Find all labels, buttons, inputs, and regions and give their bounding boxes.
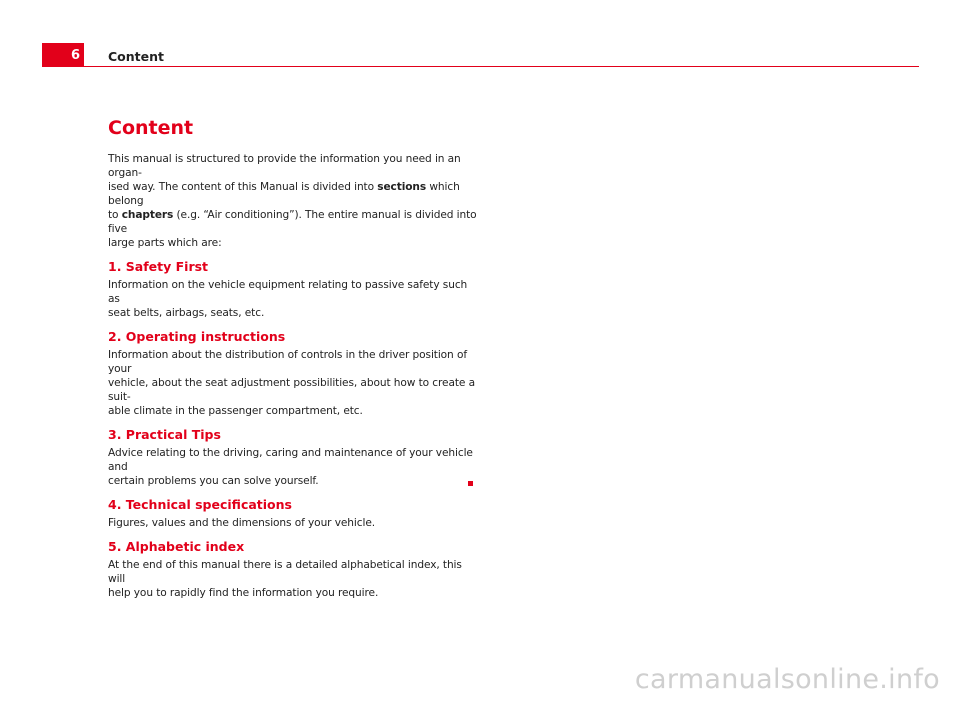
page-title: Content — [108, 117, 194, 139]
section-line: vehicle, about the seat adjustment possibilities, about how to create a suit- — [108, 377, 475, 403]
section-line: seat belts, airbags, seats, etc. — [108, 307, 265, 319]
section-line: At the end of this manual there is a detailed alphabetical index, this will — [108, 559, 462, 585]
intro-text: (e.g. “Air conditioning”). The entire manual is divided into five — [108, 209, 477, 235]
section-heading-practical-tips: 3. Practical Tips — [108, 427, 221, 442]
section-body-safety-first — [108, 278, 478, 320]
section-line: Advice relating to the driving, caring and maintenance of your vehicle and — [108, 447, 473, 473]
page-number: 6 — [70, 48, 80, 63]
watermark: carmanualsonline.info — [634, 664, 940, 695]
intro-paragraph — [108, 152, 478, 250]
section-line: help you to rapidly find the information you require. — [108, 587, 379, 599]
section-body-alphabetic-index — [108, 558, 478, 600]
intro-text: which belong — [108, 181, 460, 207]
main-content — [108, 116, 478, 600]
section-line: able climate in the passenger compartment, etc. — [108, 405, 363, 417]
header-title: Content — [108, 49, 164, 64]
section-line: Information on the vehicle equipment relating to passive safety such as — [108, 279, 468, 305]
end-of-section-marker — [468, 481, 473, 486]
intro-line: This manual is structured to provide the information you need in an organ- — [108, 153, 461, 179]
intro-text: ised way. The content of this Manual is divided into — [108, 181, 378, 193]
section-body-technical-specifications — [108, 516, 478, 530]
intro-bold-chapters: chapters — [121, 209, 174, 221]
section-line: certain problems you can solve yourself. — [108, 475, 319, 487]
page-number-box — [42, 43, 84, 67]
section-heading-technical-specifications: 4. Technical specifications — [108, 497, 292, 512]
section-body-operating-instructions — [108, 348, 478, 418]
section-heading-safety-first: 1. Safety First — [108, 259, 209, 274]
page-header — [0, 0, 960, 70]
intro-line: large parts which are: — [108, 237, 222, 249]
section-heading-alphabetic-index: 5. Alphabetic index — [108, 539, 245, 554]
intro-bold-sections: sections — [377, 181, 427, 193]
section-line: Figures, values and the dimensions of your vehicle. — [108, 517, 376, 529]
section-heading-operating-instructions: 2. Operating instructions — [108, 329, 286, 344]
section-body-practical-tips — [108, 446, 478, 488]
section-line: Information about the distribution of controls in the driver position of your — [108, 349, 467, 375]
header-rule — [84, 66, 919, 67]
intro-text: to — [108, 209, 122, 221]
